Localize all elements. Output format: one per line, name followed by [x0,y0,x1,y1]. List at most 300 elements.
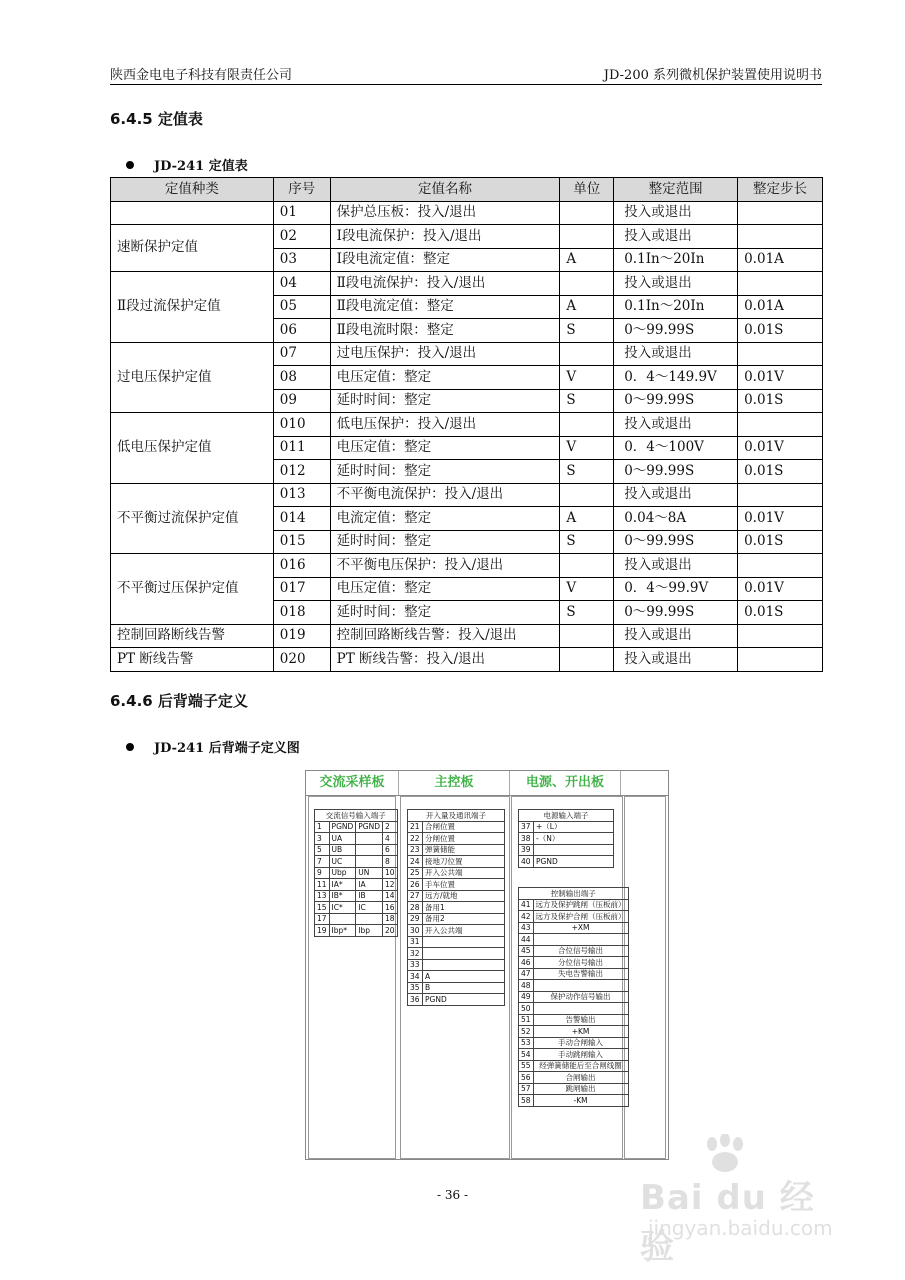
terminal-signal [533,934,628,946]
index-cell: 08 [273,366,330,390]
terminal-number: 14 [383,890,398,902]
unit-cell: S [560,601,614,625]
terminal-row [519,856,614,868]
terminal-signal: UC [329,856,356,868]
terminal-row [408,867,505,879]
column-header: 整定步长 [738,178,823,202]
column-header: 单位 [560,178,614,202]
setting-name-cell: 不平衡电流保护：投入/退出 [330,483,560,507]
terminal-signal: +KM [533,1026,628,1038]
terminal-row [519,833,614,845]
table-row [111,648,823,672]
terminal-signal: +（L） [534,821,614,833]
watermark-url: jingyan.baidu.com [648,1216,833,1240]
table-row [111,624,823,648]
block-title-row [315,810,398,822]
terminal-row [408,844,505,856]
terminal-row [408,971,505,983]
setting-name-cell: 电压定值：整定 [330,436,560,460]
step-cell [738,554,823,578]
terminal-signal: UA [329,833,356,845]
setting-name-cell: Ⅱ段电流定值：整定 [330,295,560,319]
terminal-number: 22 [408,833,423,845]
unit-cell [560,624,614,648]
terminal-number: 55 [519,1060,534,1072]
terminal-signal: 合位信号输出 [533,945,628,957]
terminal-number: 6 [383,844,398,856]
terminal-row [408,982,505,994]
column-header: 序号 [273,178,330,202]
terminal-row [408,879,505,891]
terminal-signal [423,936,505,948]
index-cell: 05 [273,295,330,319]
terminal-signal [533,980,628,992]
block-title-row [519,810,614,822]
panel-blank [624,796,666,1159]
index-cell: 015 [273,530,330,554]
terminal-number: 4 [383,833,398,845]
range-cell: 投入或退出 [614,342,738,366]
terminal-signal: Ibp* [329,925,356,937]
unit-cell: V [560,436,614,460]
index-cell: 07 [273,342,330,366]
column-header: 整定范围 [614,178,738,202]
power-terminal-block [518,809,614,868]
terminal-number: 34 [408,971,423,983]
range-cell: 0～99.99S [614,460,738,484]
terminal-signal: 备用1 [423,902,505,914]
step-cell: 0.01V [738,577,823,601]
step-cell [738,413,823,437]
setting-name-cell: 控制回路断线告警：投入/退出 [330,624,560,648]
range-cell: 投入或退出 [614,272,738,296]
terminal-number: 25 [408,867,423,879]
unit-cell: S [560,389,614,413]
range-cell: 0．4～99.9V [614,577,738,601]
unit-cell [560,201,614,225]
bullet-terminal-diagram [126,737,300,756]
terminal-signal: 保护动作信号输出 [533,991,628,1003]
setting-name-cell: Ⅰ段电流定值：整定 [330,248,560,272]
terminal-signal: +XM [533,922,628,934]
ac-terminal-block [314,809,398,937]
unit-cell: S [560,319,614,343]
terminal-number: 7 [315,856,330,868]
terminal-row [315,925,398,937]
terminal-signal [356,844,383,856]
column-header: 定值种类 [111,178,274,202]
unit-cell: V [560,577,614,601]
terminal-signal: IB [356,890,383,902]
terminal-number: 2 [383,821,398,833]
step-cell: 0.01V [738,366,823,390]
setting-name-cell: Ⅱ段电流保护：投入/退出 [330,272,560,296]
range-cell: 投入或退出 [614,483,738,507]
table-row [111,342,823,366]
terminal-number: 56 [519,1072,534,1084]
terminal-number: 27 [408,890,423,902]
terminal-row [315,902,398,914]
step-cell [738,624,823,648]
setting-name-cell: 电压定值：整定 [330,577,560,601]
index-cell: 02 [273,225,330,249]
terminal-number: 11 [315,879,330,891]
unit-cell: S [560,530,614,554]
category-cell: PT 断线告警 [111,648,274,672]
category-cell: 速断保护定值 [111,225,274,272]
terminal-signal: UN [356,867,383,879]
block-title: 开入量及通讯端子 [408,810,505,822]
terminal-row [519,1049,629,1061]
range-cell: 投入或退出 [614,648,738,672]
table-row [111,483,823,507]
setting-name-cell: 延时时间：整定 [330,530,560,554]
terminal-row [408,925,505,937]
terminal-number: 39 [519,844,534,856]
terminal-signal: 经弹簧储能后至合闸线圈 [533,1060,628,1072]
terminal-row [519,1072,629,1084]
range-cell: 投入或退出 [614,624,738,648]
terminal-signal: PGND [329,821,356,833]
page-number: - 36 - [436,1188,468,1202]
index-cell: 09 [273,389,330,413]
setting-name-cell: 延时时间：整定 [330,389,560,413]
terminal-number: 21 [408,821,423,833]
paw-icon [700,1134,750,1174]
terminal-row [519,922,629,934]
terminal-signal [533,1003,628,1015]
terminal-number: 44 [519,934,534,946]
unit-cell: A [560,507,614,531]
diagram-title-row [306,771,668,796]
range-cell: 0.04～8A [614,507,738,531]
terminal-number: 9 [315,867,330,879]
terminal-number: 24 [408,856,423,868]
terminal-number: 47 [519,968,534,980]
bullet-dot-icon [126,161,134,169]
control-terminal-block [518,887,629,1107]
step-cell: 0.01A [738,295,823,319]
unit-cell [560,342,614,366]
step-cell [738,648,823,672]
terminal-signal: 备用2 [423,913,505,925]
terminal-signal: B [423,982,505,994]
section-title-settings: 6.4.5 定值表 [110,110,203,128]
terminal-row [519,844,614,856]
range-cell: 0～99.99S [614,601,738,625]
terminal-number: 28 [408,902,423,914]
terminal-row [519,821,614,833]
table-row [111,201,823,225]
range-cell: 0～99.99S [614,319,738,343]
block-title-row [519,888,629,900]
terminal-number: 10 [383,867,398,879]
settings-table [110,177,823,672]
index-cell: 018 [273,601,330,625]
terminal-number: 50 [519,1003,534,1015]
terminal-number: 20 [383,925,398,937]
range-cell: 投入或退出 [614,225,738,249]
category-cell [111,201,274,225]
terminal-number: 33 [408,959,423,971]
step-cell: 0.01S [738,319,823,343]
setting-name-cell: 保护总压板：投入/退出 [330,201,560,225]
index-cell: 04 [273,272,330,296]
terminal-signal: 远方及保护合闸（压板前） [533,911,628,923]
title-main-board: 主控板 [399,771,510,795]
index-cell: 012 [273,460,330,484]
terminal-row [519,899,629,911]
step-cell: 0.01V [738,507,823,531]
index-cell: 06 [273,319,330,343]
terminal-row [408,856,505,868]
range-cell: 投入或退出 [614,413,738,437]
index-cell: 01 [273,201,330,225]
terminal-signal [329,913,356,925]
terminal-number: 8 [383,856,398,868]
terminal-row [315,833,398,845]
terminal-number: 52 [519,1026,534,1038]
terminal-signal: UB [329,844,356,856]
unit-cell: A [560,295,614,319]
range-cell: 0．4～149.9V [614,366,738,390]
unit-cell: A [560,248,614,272]
step-cell [738,342,823,366]
terminal-signal: 合闸位置 [423,821,505,833]
setting-name-cell: 不平衡电压保护：投入/退出 [330,554,560,578]
section-title-terminals: 6.4.6 后背端子定义 [110,692,248,710]
table-row [111,272,823,296]
terminal-signal: 开入公共端 [423,867,505,879]
unit-cell [560,483,614,507]
terminal-number: 35 [408,982,423,994]
terminal-signal: IA* [329,879,356,891]
title-power-board: 电源、开出板 [510,771,621,795]
setting-name-cell: 低电压保护：投入/退出 [330,413,560,437]
terminal-number: 1 [315,821,330,833]
terminal-number: 17 [315,913,330,925]
terminal-signal: 开入公共端 [423,925,505,937]
terminal-signal: 接地刀位置 [423,856,505,868]
terminal-row [315,844,398,856]
terminal-signal: IC* [329,902,356,914]
terminal-number: 30 [408,925,423,937]
terminal-number: 48 [519,980,534,992]
range-cell: 0.1In～20In [614,295,738,319]
index-cell: 020 [273,648,330,672]
terminal-row [519,968,629,980]
setting-name-cell: PT 断线告警：投入/退出 [330,648,560,672]
step-cell: 0.01S [738,460,823,484]
terminal-number: 26 [408,879,423,891]
terminal-row [519,945,629,957]
terminal-row [519,1060,629,1072]
terminal-number: 23 [408,844,423,856]
terminal-signal: 分闸位置 [423,833,505,845]
terminal-row [408,936,505,948]
terminal-signal: IB* [329,890,356,902]
terminal-row [519,911,629,923]
index-cell: 017 [273,577,330,601]
terminal-signal: A [423,971,505,983]
unit-cell [560,648,614,672]
terminal-number: 40 [519,856,534,868]
terminal-row [408,994,505,1006]
step-cell [738,225,823,249]
block-title: 电源输入端子 [519,810,614,822]
bullet-dot-icon [126,743,134,751]
terminal-number: 49 [519,991,534,1003]
block-title-row [408,810,505,822]
terminal-number: 3 [315,833,330,845]
index-cell: 016 [273,554,330,578]
terminal-signal: 合闸输出 [533,1072,628,1084]
terminal-signal [356,856,383,868]
index-cell: 014 [273,507,330,531]
terminal-row [408,959,505,971]
terminal-row [408,913,505,925]
category-cell: 不平衡过流保护定值 [111,483,274,554]
terminal-number: 31 [408,936,423,948]
terminal-signal: 失电告警输出 [533,968,628,980]
step-cell [738,483,823,507]
unit-cell [560,272,614,296]
terminal-number: 16 [383,902,398,914]
terminal-signal [423,959,505,971]
range-cell: 投入或退出 [614,201,738,225]
manual-title: JD-200 系列微机保护装置使用说明书 [603,68,822,83]
bullet-label: JD-241 定值表 [154,159,248,174]
company-name: 陕西金电电子科技有限责任公司 [110,68,293,83]
terminal-signal: IC [356,902,383,914]
terminal-number: 29 [408,913,423,925]
terminal-number: 45 [519,945,534,957]
baidu-watermark [620,1130,840,1267]
terminal-signal: 手动合闸输入 [533,1037,628,1049]
unit-cell [560,413,614,437]
terminal-signal [423,948,505,960]
terminal-number: 51 [519,1014,534,1026]
terminal-number: 32 [408,948,423,960]
table-header-row [111,178,823,202]
terminal-number: 19 [315,925,330,937]
terminal-signal: 弹簧储能 [423,844,505,856]
step-cell: 0.01V [738,436,823,460]
terminal-signal: 手动跳闸输入 [533,1049,628,1061]
terminal-number: 36 [408,994,423,1006]
step-cell [738,272,823,296]
setting-name-cell: 电压定值：整定 [330,366,560,390]
terminal-row [519,1014,629,1026]
setting-name-cell: 过电压保护：投入/退出 [330,342,560,366]
terminal-signal: 远方及保护跳闸（压板前） [533,899,628,911]
category-cell: 低电压保护定值 [111,413,274,484]
range-cell: 投入或退出 [614,554,738,578]
terminal-row [519,1026,629,1038]
table-row [111,413,823,437]
terminal-number: 41 [519,899,534,911]
index-cell: 013 [273,483,330,507]
block-title: 交流信号输入端子 [315,810,398,822]
terminal-signal [534,844,614,856]
terminal-row [408,948,505,960]
terminal-number: 54 [519,1049,534,1061]
category-cell: 控制回路断线告警 [111,624,274,648]
range-cell: 0.1In～20In [614,248,738,272]
terminal-number: 53 [519,1037,534,1049]
terminal-signal: 告警输出 [533,1014,628,1026]
terminal-number: 42 [519,911,534,923]
terminal-row [315,856,398,868]
terminal-row [519,991,629,1003]
index-cell: 010 [273,413,330,437]
table-row [111,554,823,578]
terminal-row [315,913,398,925]
terminal-number: 37 [519,821,534,833]
terminal-number: 13 [315,890,330,902]
terminal-row [519,1037,629,1049]
index-cell: 03 [273,248,330,272]
unit-cell [560,554,614,578]
terminal-signal: PGND [423,994,505,1006]
index-cell: 011 [273,436,330,460]
terminal-number: 38 [519,833,534,845]
terminal-signal: -（N） [534,833,614,845]
terminal-signal [356,913,383,925]
step-cell: 0.01S [738,389,823,413]
terminal-row [408,890,505,902]
unit-cell: S [560,460,614,484]
terminal-signal: -KM [533,1095,628,1107]
terminal-signal: PGND [534,856,614,868]
terminal-signal: Ibp [356,925,383,937]
terminal-signal: 跳闸输出 [533,1083,628,1095]
table-row [111,225,823,249]
setting-name-cell: 延时时间：整定 [330,601,560,625]
terminal-number: 5 [315,844,330,856]
terminal-row [519,1003,629,1015]
terminal-number: 15 [315,902,330,914]
step-cell: 0.01S [738,601,823,625]
terminal-row [408,902,505,914]
terminal-signal: IA [356,879,383,891]
column-header: 定值名称 [330,178,560,202]
terminal-row [519,980,629,992]
step-cell: 0.01A [738,248,823,272]
terminal-row [315,867,398,879]
step-cell [738,201,823,225]
title-ac-board: 交流采样板 [306,771,399,795]
terminal-number: 12 [383,879,398,891]
terminal-row [315,879,398,891]
terminal-signal: 分位信号输出 [533,957,628,969]
setting-name-cell: 延时时间：整定 [330,460,560,484]
terminal-row [519,934,629,946]
terminal-signal: Ubp [329,867,356,879]
watermark-brand: Bai du 经验 [640,1178,815,1267]
category-cell: 过电压保护定值 [111,342,274,413]
step-cell: 0.01S [738,530,823,554]
page-header [110,62,822,85]
range-cell: 0．4～100V [614,436,738,460]
terminal-row [315,821,398,833]
unit-cell: V [560,366,614,390]
index-cell: 019 [273,624,330,648]
terminal-number: 18 [383,913,398,925]
terminal-signal: PGND [356,821,383,833]
terminal-row [408,821,505,833]
setting-name-cell: Ⅰ段电流保护：投入/退出 [330,225,560,249]
